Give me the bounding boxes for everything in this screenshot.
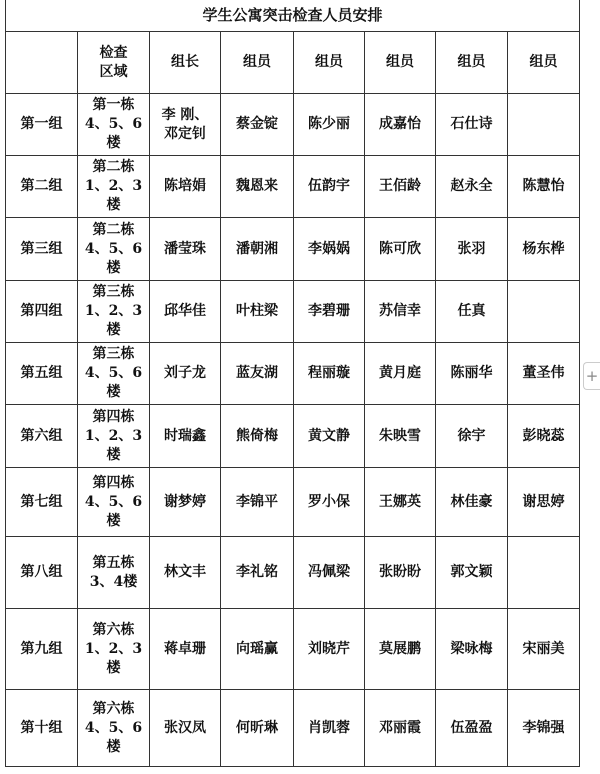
group-member: 黄文静 — [294, 405, 365, 468]
group-member: 杨东桦 — [508, 218, 580, 281]
group-name: 第十组 — [6, 690, 78, 767]
table-title: 学生公寓突击检查人员安排 — [6, 0, 580, 32]
inspection-schedule-table — [5, 0, 580, 767]
group-name: 第六组 — [6, 405, 78, 468]
group-member: 李礼铭 — [221, 537, 294, 609]
group-member — [508, 281, 580, 343]
group-member — [508, 537, 580, 609]
group-member: 王娜英 — [365, 468, 436, 537]
group-member: 邓丽霞 — [365, 690, 436, 767]
group-member: 赵永全 — [436, 156, 508, 218]
table-row — [6, 468, 580, 537]
group-name: 第九组 — [6, 609, 78, 690]
header-row — [6, 32, 580, 94]
group-member: 李碧珊 — [294, 281, 365, 343]
inspection-area: 第三栋 4、5、6 楼 — [78, 343, 150, 405]
group-member: 彭晓蕊 — [508, 405, 580, 468]
group-member: 冯佩梁 — [294, 537, 365, 609]
group-name: 第八组 — [6, 537, 78, 609]
group-leader: 陈培娟 — [150, 156, 221, 218]
group-member: 朱映雪 — [365, 405, 436, 468]
group-name: 第五组 — [6, 343, 78, 405]
group-member: 魏恩来 — [221, 156, 294, 218]
group-member: 任真 — [436, 281, 508, 343]
table-row — [6, 218, 580, 281]
group-leader: 潘莹珠 — [150, 218, 221, 281]
group-name: 第七组 — [6, 468, 78, 537]
table-row — [6, 156, 580, 218]
group-name: 第四组 — [6, 281, 78, 343]
group-member: 苏信幸 — [365, 281, 436, 343]
group-member: 肖凯蓉 — [294, 690, 365, 767]
group-member: 蔡金锭 — [221, 94, 294, 156]
table-row — [6, 537, 580, 609]
group-member: 谢思婷 — [508, 468, 580, 537]
column-header: 组员 — [221, 32, 294, 94]
add-button[interactable]: + — [583, 362, 600, 390]
group-leader: 刘子龙 — [150, 343, 221, 405]
group-name: 第一组 — [6, 94, 78, 156]
group-member: 叶柱梁 — [221, 281, 294, 343]
group-member: 林佳豪 — [436, 468, 508, 537]
group-member: 罗小保 — [294, 468, 365, 537]
group-member: 陈丽华 — [436, 343, 508, 405]
group-member: 陈可欣 — [365, 218, 436, 281]
group-leader: 蒋卓珊 — [150, 609, 221, 690]
group-leader: 谢梦婷 — [150, 468, 221, 537]
inspection-area: 第五栋 3、4楼 — [78, 537, 150, 609]
inspection-area: 第三栋 1、2、3 楼 — [78, 281, 150, 343]
group-leader: 邱华佳 — [150, 281, 221, 343]
column-header: 组员 — [365, 32, 436, 94]
group-member: 潘朝湘 — [221, 218, 294, 281]
column-header: 组员 — [294, 32, 365, 94]
group-member: 刘晓芹 — [294, 609, 365, 690]
group-member: 陈慧怡 — [508, 156, 580, 218]
group-name: 第二组 — [6, 156, 78, 218]
group-member: 李娲娲 — [294, 218, 365, 281]
group-member — [508, 94, 580, 156]
group-member: 石仕诗 — [436, 94, 508, 156]
group-member: 徐宇 — [436, 405, 508, 468]
group-member: 何昕琳 — [221, 690, 294, 767]
column-header: 检查 区域 — [78, 32, 150, 94]
group-member: 程丽璇 — [294, 343, 365, 405]
group-member: 黄月庭 — [365, 343, 436, 405]
table-row — [6, 690, 580, 767]
table-row — [6, 343, 580, 405]
group-member: 郭文颖 — [436, 537, 508, 609]
group-member: 张盼盼 — [365, 537, 436, 609]
column-header — [6, 32, 78, 94]
group-member: 成嘉怡 — [365, 94, 436, 156]
inspection-area: 第二栋 4、5、6 楼 — [78, 218, 150, 281]
column-header: 组长 — [150, 32, 221, 94]
group-member: 董圣伟 — [508, 343, 580, 405]
group-member: 王佰龄 — [365, 156, 436, 218]
group-member: 李锦强 — [508, 690, 580, 767]
group-member: 宋丽美 — [508, 609, 580, 690]
inspection-area: 第二栋 1、2、3 楼 — [78, 156, 150, 218]
column-header: 组员 — [508, 32, 580, 94]
group-member: 李锦平 — [221, 468, 294, 537]
group-member: 蓝友湖 — [221, 343, 294, 405]
group-member: 伍韵宇 — [294, 156, 365, 218]
group-member: 熊倚梅 — [221, 405, 294, 468]
inspection-area: 第六栋 1、2、3 楼 — [78, 609, 150, 690]
group-leader: 林文丰 — [150, 537, 221, 609]
table-row — [6, 281, 580, 343]
inspection-area: 第四栋 4、5、6 楼 — [78, 468, 150, 537]
column-header: 组员 — [436, 32, 508, 94]
group-member: 莫展鹏 — [365, 609, 436, 690]
group-member: 向瑶赢 — [221, 609, 294, 690]
group-member: 陈少丽 — [294, 94, 365, 156]
table-row — [6, 609, 580, 690]
group-leader: 李 刚、 邓定钊 — [150, 94, 221, 156]
group-member: 伍盈盈 — [436, 690, 508, 767]
inspection-area: 第一栋 4、5、6 楼 — [78, 94, 150, 156]
table-row — [6, 94, 580, 156]
inspection-area: 第六栋 4、5、6 楼 — [78, 690, 150, 767]
group-member: 梁咏梅 — [436, 609, 508, 690]
table-row — [6, 405, 580, 468]
group-name: 第三组 — [6, 218, 78, 281]
group-leader: 张汉凤 — [150, 690, 221, 767]
group-member: 张羽 — [436, 218, 508, 281]
group-leader: 时瑞鑫 — [150, 405, 221, 468]
inspection-area: 第四栋 1、2、3 楼 — [78, 405, 150, 468]
